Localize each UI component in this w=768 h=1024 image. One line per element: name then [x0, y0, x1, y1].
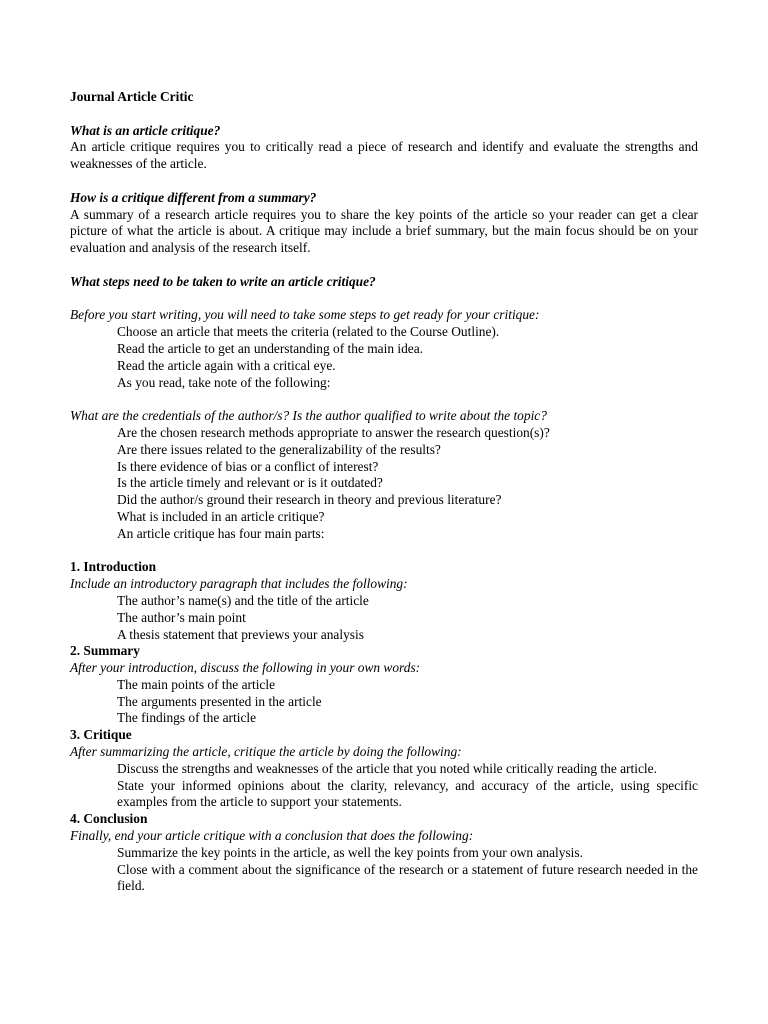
what-answer: An article critique requires you to critically read a piece of research and identify and evaluate the strengths and weaknesses of the article. [70, 139, 698, 172]
list-item: Did the author/s ground their research in theory and previous literature? [117, 492, 502, 508]
section-list-critique [117, 761, 698, 811]
list-item: Summarize the key points in the article, as well the key points from your own analysis. [117, 844, 583, 860]
section-heading-conclusion: 4. Conclusion [70, 811, 148, 827]
section-list-summary [117, 677, 698, 727]
list-item: Are the chosen research methods appropriate to answer the research question(s)? [117, 424, 550, 440]
list-item: Is there evidence of bias or a conflict of interest? [117, 458, 379, 474]
section-lead-summary: After your introduction, discuss the following in your own words: [70, 660, 421, 676]
how-answer: A summary of a research article requires you to share the key points of the article so your reader can get a clear picture of what the article is about. A critique may include a brief summary, but the main focus should be on your evaluation and analysis of the research itself. [70, 206, 698, 256]
steps-list [117, 324, 698, 391]
list-item: The author’s main point [117, 609, 246, 625]
credentials-intro: What are the credentials of the author/s? Is the author qualified to write about the topic? [70, 408, 547, 424]
list-item: An article critique has four main parts: [117, 525, 325, 541]
list-item: Read the article again with a critical eye. [117, 357, 336, 373]
section-heading-introduction: 1. Introduction [70, 559, 157, 575]
list-item: The author’s name(s) and the title of the article [117, 592, 369, 608]
list-item: Is the article timely and relevant or is it outdated? [117, 475, 383, 491]
list-item: Discuss the strengths and weaknesses of the article that you noted while critically reading the article. [117, 760, 657, 776]
list-item: As you read, take note of the following: [117, 374, 331, 390]
section-heading-critique: 3. Critique [70, 727, 132, 743]
document-title: Journal Article Critic [70, 89, 194, 104]
list-item: The main points of the article [117, 676, 276, 692]
list-item: A thesis statement that previews your analysis [117, 626, 364, 642]
list-item: Choose an article that meets the criteria (related to the Course Outline). [117, 324, 500, 340]
what-question: What is an article critique? [70, 122, 221, 138]
list-item: Are there issues related to the generalizability of the results? [117, 441, 441, 457]
credentials-list [117, 425, 698, 543]
section-list-conclusion [117, 845, 698, 895]
list-item: State your informed opinions about the clarity, relevancy, and accuracy of the article, using specific examples from the article to support your statements. [117, 777, 698, 810]
list-item: Read the article to get an understanding of the main idea. [117, 340, 424, 356]
section-heading-summary: 2. Summary [70, 643, 140, 659]
list-item: The arguments presented in the article [117, 693, 322, 709]
list-item: The findings of the article [117, 710, 257, 726]
steps-intro: Before you start writing, you will need to take some steps to get ready for your critique: [70, 307, 540, 323]
section-lead-critique: After summarizing the article, critique the article by doing the following: [70, 744, 462, 760]
section-list-introduction [117, 593, 698, 643]
how-question: How is a critique different from a summary? [70, 189, 317, 205]
steps-question: What steps need to be taken to write an article critique? [70, 273, 376, 289]
section-lead-introduction: Include an introductory paragraph that includes the following: [70, 576, 408, 592]
section-lead-conclusion: Finally, end your article critique with a conclusion that does the following: [70, 828, 474, 844]
list-item: Close with a comment about the significance of the research or a statement of future research needed in the field. [117, 861, 698, 894]
list-item: What is included in an article critique? [117, 508, 325, 524]
